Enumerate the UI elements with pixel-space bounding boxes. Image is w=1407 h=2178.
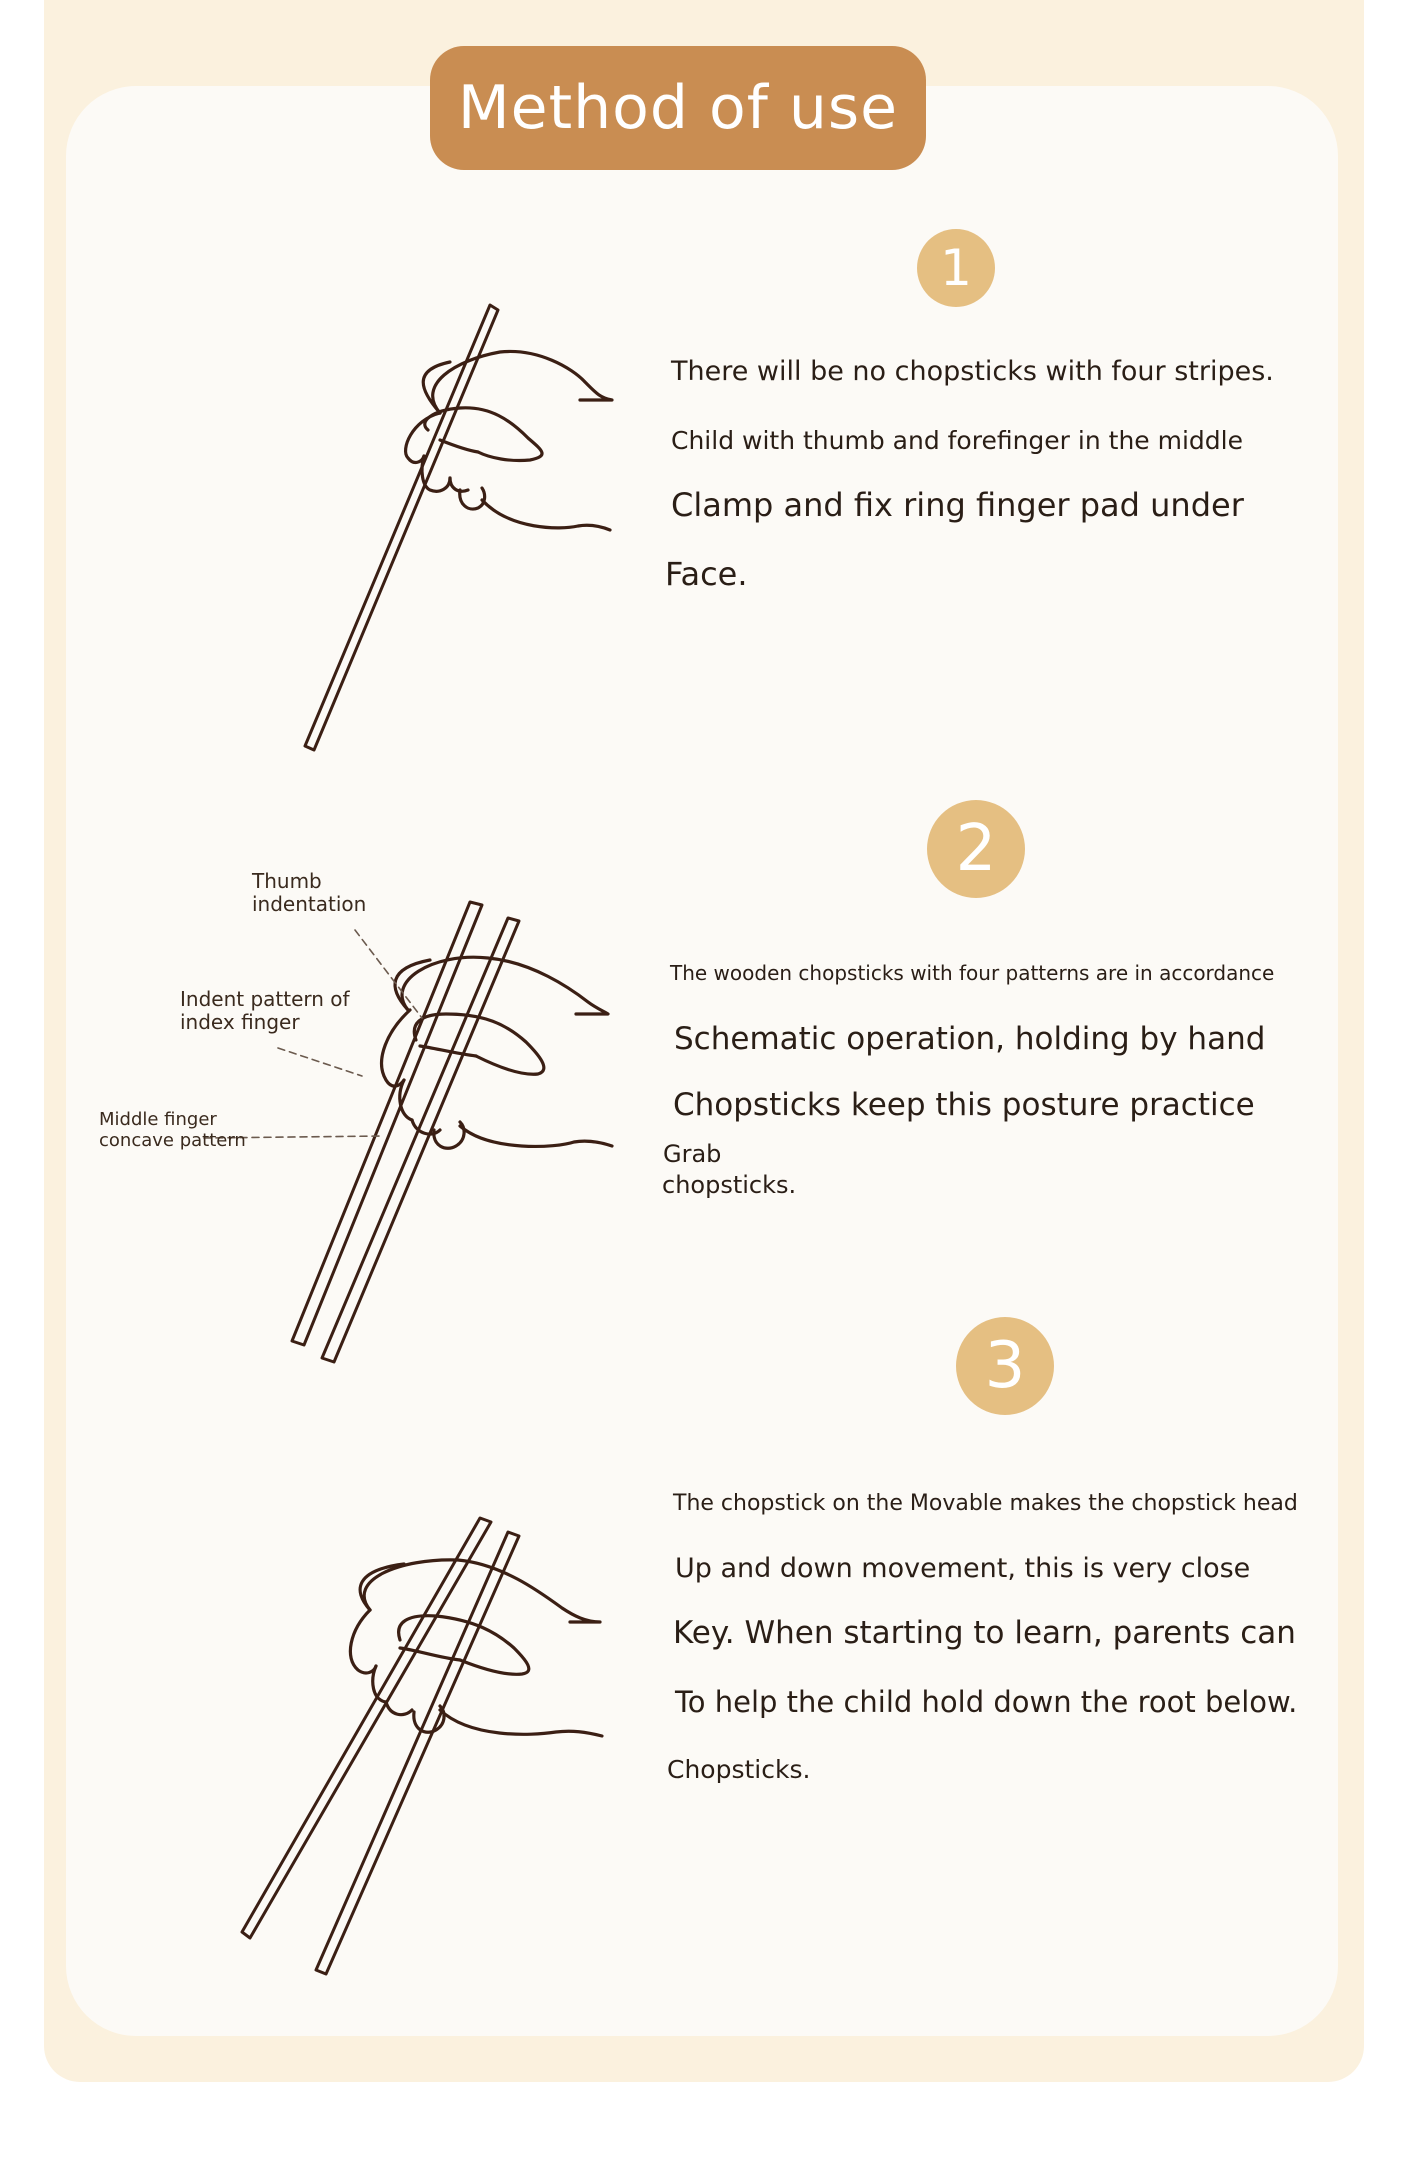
index-finger-indent-callout: Indent pattern of index finger — [180, 987, 350, 1034]
step-3-line-4: To help the child hold down the root below. — [675, 1685, 1298, 1719]
step-1-line-1: There will be no chopsticks with four stripes. — [671, 356, 1274, 387]
page-title: Method of use — [430, 46, 926, 170]
step-2-line-4: Grab — [663, 1140, 722, 1168]
step-1-line-4: Face. — [665, 555, 748, 593]
hand-holding-one-chopstick-illustration — [300, 290, 600, 760]
step-1-line-3: Clamp and fix ring finger pad under — [671, 486, 1244, 524]
step-1-line-2: Child with thumb and forefinger in the middle — [671, 426, 1243, 455]
thumb-indentation-callout: Thumb indentation — [252, 869, 367, 916]
step-3-line-2: Up and down movement, this is very close — [675, 1553, 1251, 1584]
step-3-line-3: Key. When starting to learn, parents can — [673, 1615, 1296, 1651]
step-3-number-badge: 3 — [956, 1317, 1054, 1415]
step-1-number-badge: 1 — [917, 229, 995, 307]
step-3-line-1: The chopstick on the Movable makes the chopstick head — [673, 1491, 1298, 1516]
hand-moving-chopsticks-illustration — [240, 1510, 620, 1980]
middle-finger-concave-callout: Middle finger concave pattern — [99, 1109, 246, 1151]
step-2-number-badge: 2 — [927, 800, 1025, 898]
step-3-line-5: Chopsticks. — [667, 1755, 811, 1784]
hand-holding-two-chopsticks-illustration — [270, 890, 620, 1370]
step-2-line-2: Schematic operation, holding by hand — [674, 1021, 1266, 1057]
step-2-line-1: The wooden chopsticks with four patterns are in accordance — [670, 961, 1275, 985]
step-2-line-3: Chopsticks keep this posture practice — [673, 1087, 1255, 1123]
step-2-line-5: chopsticks. — [662, 1171, 797, 1199]
